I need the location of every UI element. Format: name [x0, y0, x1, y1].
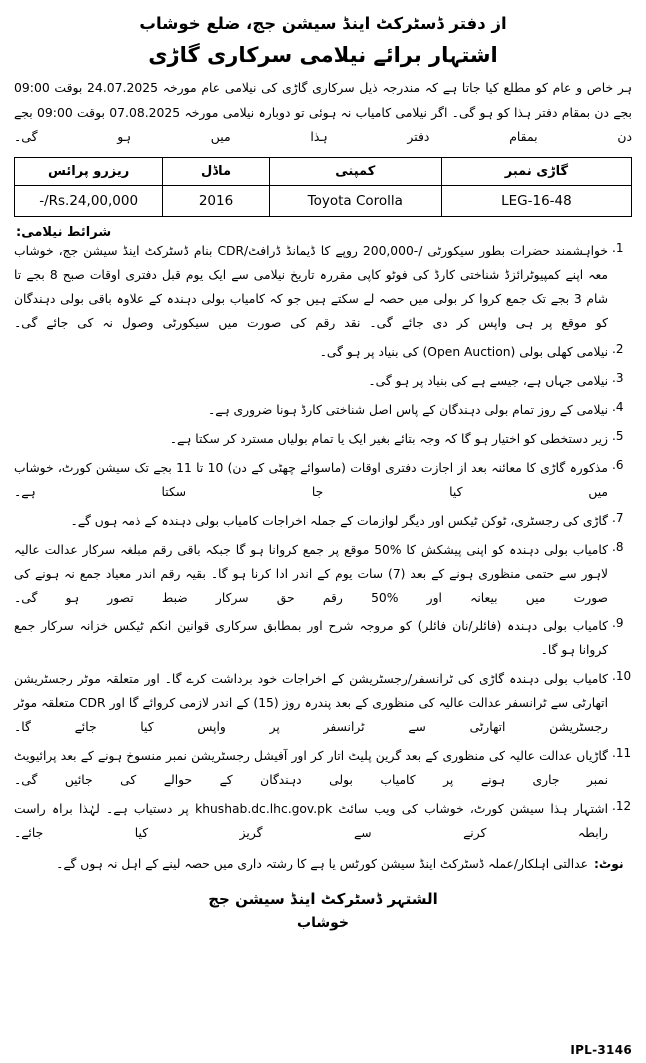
cell-model: 2016: [163, 185, 269, 216]
column-header-reserve-price: ریزرو پرائس: [15, 157, 163, 185]
list-item-text: مذکورہ گاڑی کا معائنہ بعد از اجازت دفتری اوقات (ماسوائے چھٹی کے دن) 10 تا 11 بجے تک سیشن کورٹ، خوشاب میں کیا جا سکتا ہے۔: [14, 460, 608, 499]
signature-district: خوشاب: [297, 915, 349, 932]
list-item: [14, 615, 632, 663]
list-item-text: کامیاب بولی دہندہ گاڑی کی ٹرانسفر/رجسٹریشن کے اخراجات خود برداشت کرے گا۔ اور متعلقہ موٹر رجسٹریشن اتھارٹی سے ٹرانسفر عدالت عالیہ کی منظوری کے بعد پندرہ روز (15) کے اندر لازمی کروائے گا اور CDR متعلقہ موٹر رجسٹریشن اتھارٹی سے ٹرانسفر پر واپس کیا جائے گا۔: [14, 672, 608, 735]
list-item-text: خواہشمند حضرات بطور سیکورٹی /-200,000 روپے کا ڈیمانڈ ڈرافٹ/CDR بنام ڈسٹرکٹ اینڈ سیشن جج، خوشاب معہ اپنے کمپیوٹرائزڈ شناختی کارڈ کی فوٹو کاپی مقررہ تاریخ نیلامی سے ایک یوم قبل دفتری اوقات صبح 8 بجے تا شام 3 بجے تک جمع کروا کر بولی میں حصہ لے سکتے ہیں جو کہ کامیاب بولی دہندہ کے علاوہ باقی بولی دہندگان کو موقع پر ہی واپس کر دی جائے گی۔ نقد رقم کی صورت میں سیکورٹی وصول نہ کی جائے گی۔: [14, 243, 609, 330]
list-item-number: 7.: [612, 510, 624, 525]
list-item-text: کامیاب بولی دہندہ (فائلر/نان فائلر) کو مروجہ شرح اور بمطابق سرکاری قوانین انکم ٹیکس خزانہ سرکار جمع کروانا ہو گا۔: [14, 619, 608, 658]
table-header-row: [15, 157, 632, 185]
list-item: [14, 240, 632, 336]
note-label: نوٹ:: [594, 857, 624, 872]
list-item: [14, 399, 632, 423]
list-item: [14, 370, 632, 394]
list-item-number: 3.: [612, 370, 624, 385]
list-item-text: اشتہار ہذا سیشن کورٹ، خوشاب کی ویب سائٹ khushab.dc.lhc.gov.pk پر دستیاب ہے۔ لہٰذا براہ راست رابطہ کرنے سے گریز کیا جائے۔: [14, 802, 609, 841]
list-item-number: 2.: [612, 341, 624, 356]
cell-vehicle-number: LEG-16-48: [441, 185, 631, 216]
list-item-number: 10.: [612, 669, 632, 684]
cell-company: Toyota Corolla: [269, 185, 441, 216]
list-item: [14, 668, 632, 740]
vehicle-table: [14, 157, 632, 217]
signature-title: الشتہر ڈسٹرکٹ اینڈ سیشن جج: [208, 889, 438, 908]
conditions-heading-wrap: [14, 221, 632, 240]
list-item: [14, 539, 632, 611]
signature-block: [14, 887, 632, 936]
cell-reserve-price: Rs.24,00,000/-: [15, 185, 163, 216]
list-item-text: گاڑیاں عدالت عالیہ کی منظوری کے بعد گرین پلیٹ اتار کر اور آفیشل رجسٹریشن نمبر منسوخ ہونے کے بعد پرائیویٹ نمبر جاری ہونے پر کامیاب بولی دہندگان کے حوالے کی جائیں گی۔: [14, 749, 608, 788]
list-item: [14, 510, 632, 534]
page-title: اشتہار برائے نیلامی سرکاری گاڑی: [148, 42, 498, 67]
column-header-company: کمپنی: [269, 157, 441, 185]
list-item-text: کامیاب بولی دہندہ کو اپنی پیشکش کا %50 موقع پر جمع کروانا ہو گا جبکہ باقی رقم مبلغہ سرکار عدالت عالیہ لاہور سے حتمی منظوری ہونے کے بعد (7) سات یوم کے اندر ادا کرنا ہو گا۔ بقیہ رقم اندر معیاد جمع نہ ہونے کی صورت میں بیعانہ اور %50 رقم حق سرکار ضبط تصور ہو گی۔: [14, 542, 609, 605]
list-item-number: 9.: [612, 616, 624, 631]
list-item-number: 11.: [612, 746, 632, 761]
list-item-number: 1.: [612, 240, 624, 255]
list-item-number: 12.: [612, 799, 632, 814]
list-item-text: زیر دستخطی کو اختیار ہو گا کہ وجہ بتائے بغیر ایک یا تمام بولیاں مسترد کر سکتا ہے۔: [169, 431, 608, 446]
intro-paragraph: ہر خاص و عام کو مطلع کیا جاتا ہے کہ مندرجہ ذیل سرکاری گاڑی کی نیلامی عام مورخہ 24.07.2025 بوقت 09:00 بجے دن بمقام دفتر ہذا کو ہو گی۔ اگر نیلامی کامیاب نہ ہوئی تو دوبارہ نیلامی مورخہ 07.08.2025 بوقت 09:00 بجے دن بمقام دفتر ہذا میں ہو گی۔: [14, 80, 632, 144]
list-item-number: 8.: [612, 539, 624, 554]
ipl-reference-number: IPL-3146: [570, 1043, 632, 1057]
list-item-text: نیلامی کھلی بولی (Open Auction) کی بنیاد پر ہو گی۔: [319, 344, 608, 359]
list-item-text: گاڑی کی رجسٹری، ٹوکن ٹیکس اور دیگر لوازمات کے جملہ اخراجات کامیاب بولی دہندہ کے ذمہ ہوں گے۔: [70, 513, 608, 528]
conditions-list: [14, 240, 632, 846]
note-text: عدالتی اہلکار/عملہ ڈسٹرکٹ اینڈ سیشن کورٹس یا ہے کا رشتہ داری میں حصہ لینے کے اہل نہ ہوں گے۔: [56, 857, 588, 872]
list-item: [14, 745, 632, 793]
conditions-heading: شرائط نیلامی:: [16, 224, 112, 240]
list-item: [14, 457, 632, 505]
list-item: [14, 428, 632, 452]
page-header-office: از دفتر ڈسٹرکٹ اینڈ سیشن جج، ضلع خوشاب: [139, 14, 507, 33]
list-item-text: نیلامی کے روز تمام بولی دہندگان کے پاس اصل شناختی کارڈ ہونا ضروری ہے۔: [208, 402, 608, 417]
column-header-vehicle-number: گاڑی نمبر: [441, 157, 631, 185]
list-item: [14, 798, 632, 846]
column-header-model: ماڈل: [163, 157, 269, 185]
list-item-number: 4.: [612, 399, 624, 414]
list-item-number: 6.: [612, 457, 624, 472]
note-block: [14, 853, 632, 876]
list-item-number: 5.: [612, 428, 624, 443]
list-item-text: نیلامی جہاں ہے، جیسے ہے کی بنیاد پر ہو گی۔: [368, 373, 608, 388]
table-row: [15, 185, 632, 216]
list-item: [14, 341, 632, 365]
